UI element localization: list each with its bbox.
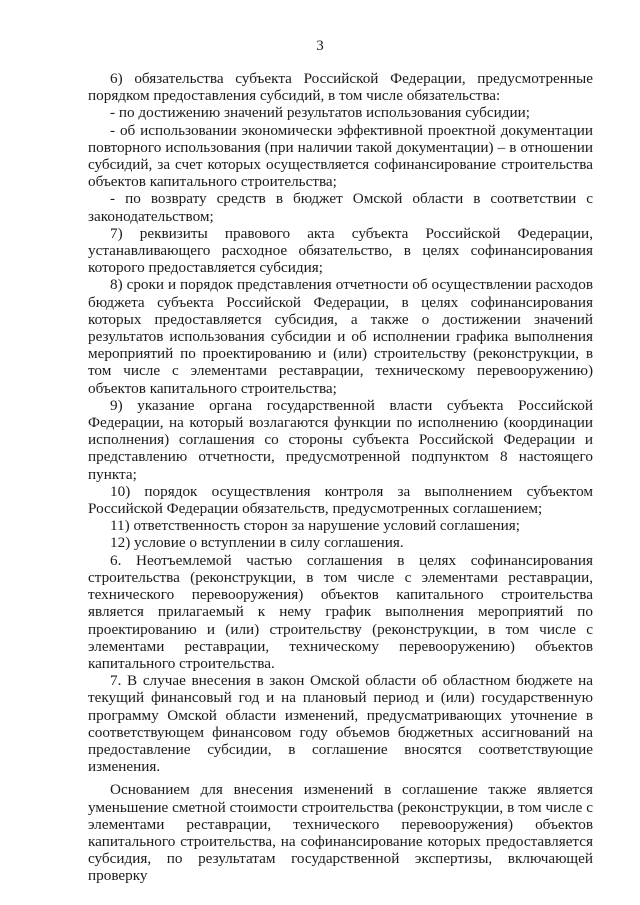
paragraph-bullet-refund: - по возврату средств в бюджет Омской области в соответствии с законодательством; (88, 190, 593, 225)
paragraph-item-11: 11) ответственность сторон за нарушение условий соглашения; (110, 517, 520, 535)
paragraph-item-7: 7) реквизиты правового акта субъекта Российской Федерации, устанавливающего расходное обязательство, в целях софинансирования которого предоставляется субсидия; (88, 224, 593, 277)
paragraph-item-9: 9) указание органа государственной власти субъекта Российской Федерации, на который возлагаются функции по исполнению (координации исполнения) соглашения со стороны субъекта Российской Федерации и представлению отчетности, предусмотренной подпунктом 8 настоящего пункта; (88, 396, 593, 483)
page-number: 3 (316, 38, 324, 54)
paragraph-item-10: 10) порядок осуществления контроля за выполнением субъектом Российской Федерации обязательств, предусмотренных соглашением; (88, 482, 593, 518)
document-body (88, 70, 593, 885)
paragraph-basis-for-changes: Основанием для внесения изменений в соглашение также является уменьшение сметной стоимости строительства (реконструкции, в том числе с элементами реставрации, технического перевооружения) объектов капитального строительства, на софинансирование которых предоставляется субсидия, по результатам государственной экспертизы, включающей проверку (88, 781, 593, 885)
paragraph-bullet-design-docs: - об использовании экономически эффективной проектной документации повторного использования (при наличии такой документации) – в отношении субсидий, за счет которых осуществляется софинансирование строительства объектов капитального строительства; (88, 121, 593, 191)
paragraph-section-6: 6. Неотъемлемой частью соглашения в целях софинансирования строительства (реконструкции, в том числе с элементами реставрации, технического перевооружения) объектов капитального строительства является прилагаемый к нему график выполнения мероприятий по проектированию и (или) строительству (реконструкции, в том числе с элементами реставрации, техническому перевооружению) объектов капитального строительства. (88, 551, 593, 672)
paragraph-section-7: 7. В случае внесения в закон Омской области об областном бюджете на текущий финансовый год и на плановый период и (или) государственную программу Омской области изменений, предусматривающих уточнение в соответствующем финансовом году объемов бюджетных ассигнований на предоставление субсидии, в соглашение вносятся соответствующие изменения. (88, 672, 593, 776)
paragraph-item-8: 8) сроки и порядок представления отчетности об осуществлении расходов бюджета субъекта Российской Федерации, в целях софинансирования которых предоставляется субсидия, а также о достижении значений результатов использования субсидии и об исполнении графика выполнения мероприятий по проектированию и (или) строительству (реконструкции, в том числе с элементами реставрации, техническому перевооружению) объектов капитального строительства; (88, 276, 593, 397)
paragraph-item-12: 12) условие о вступлении в силу соглашения. (110, 534, 404, 552)
paragraph-item-6: 6) обязательства субъекта Российской Федерации, предусмотренные порядком предоставления субсидий, в том числе обязательства: (88, 70, 593, 105)
paragraph-bullet-results: - по достижению значений результатов использования субсидии; (110, 104, 530, 122)
